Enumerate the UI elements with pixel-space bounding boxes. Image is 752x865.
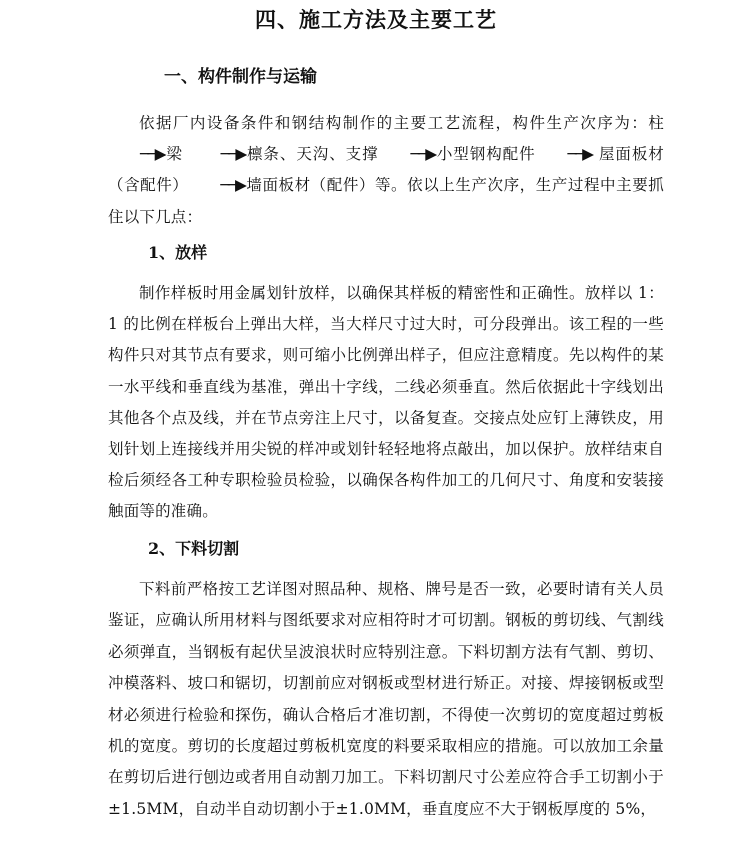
intro-text-5: 屋面板材（含配件）	[108, 145, 665, 195]
intro-paragraph	[108, 108, 664, 233]
cutting-paragraph: 下料前严格按工艺详图对照品种、规格、牌号是否一致，必要时请有关人员鉴证，应确认所用材料与图纸要求对应相符时才可切割。钢板的剪切线、气割线必须弹直，当钢板有起伏呈波浪状时应特别注意。下料切割方法有气割、剪切、冲模落料、坡口和锯切，切割前应对钢板或型材进行矫正。对接、焊接钢板或型材必须进行检验和探伤，确认合格后才准切割，不得使一次剪切的宽度超过剪板机的宽度。剪切的长度超过剪板机宽度的料要采取相应的措施。可以放加工余量在剪切后进行刨边或者用自动割刀加工。下料切割尺寸公差应符合手工切割小于±1.5MM，自动半自动切割小于±1.0MM，垂直度应不大于钢板厚度的 5%，	[108, 580, 664, 818]
intro-text-3: 檩条、天沟、支撑	[246, 145, 379, 164]
page-title: 四、施工方法及主要工艺	[255, 7, 497, 32]
intro-text-2: 梁	[165, 145, 189, 164]
subsection-heading-cutting: 2、下料切割	[148, 539, 240, 558]
subsection-heading-layout: 1、放样	[148, 243, 208, 262]
flow-arrow-icon: ──▶	[567, 145, 593, 164]
intro-text-1: 依据厂内设备条件和钢结构制作的主要工艺流程，构件生产次序为：柱	[139, 114, 664, 132]
intro-text-4: 小型钢构配件	[436, 145, 536, 164]
flow-arrow-icon: ──▶	[410, 145, 436, 164]
layout-paragraph: 制作样板时用金属划针放样，以确保其样板的精密性和正确性。放样以 1：1 的比例在样板台上弹出大样，当大样尺寸过大时，可分段弹出。该工程的一些构件只对其节点有要求，则可缩小比例弹出样子，但应注意精度。先以构件的某一水平线和垂直线为基准，弹出十字线，二线必须垂直。然后依据此十字线划出其他各个点及线，并在节点旁注上尺寸，以备复查。交接点处应钉上薄铁皮，用划针划上连接线并用尖锐的样冲或划针轻轻地将点敲出，加以保护。放样结束自检后须经各工种专职检验员检验，以确保各构件加工的几何尺寸、角度和安装接触面等的准确。	[108, 284, 664, 521]
intro-text-6: 墙面板材（配件）等。依以上生产次序，生产过程中主要抓住以下几点：	[108, 176, 664, 226]
section-heading: 一、构件制作与运输	[164, 67, 317, 87]
flow-arrow-icon: ──▶	[220, 145, 246, 164]
flow-arrow-icon: ──▶	[220, 176, 245, 195]
flow-arrow-icon: ──▶	[140, 145, 165, 164]
